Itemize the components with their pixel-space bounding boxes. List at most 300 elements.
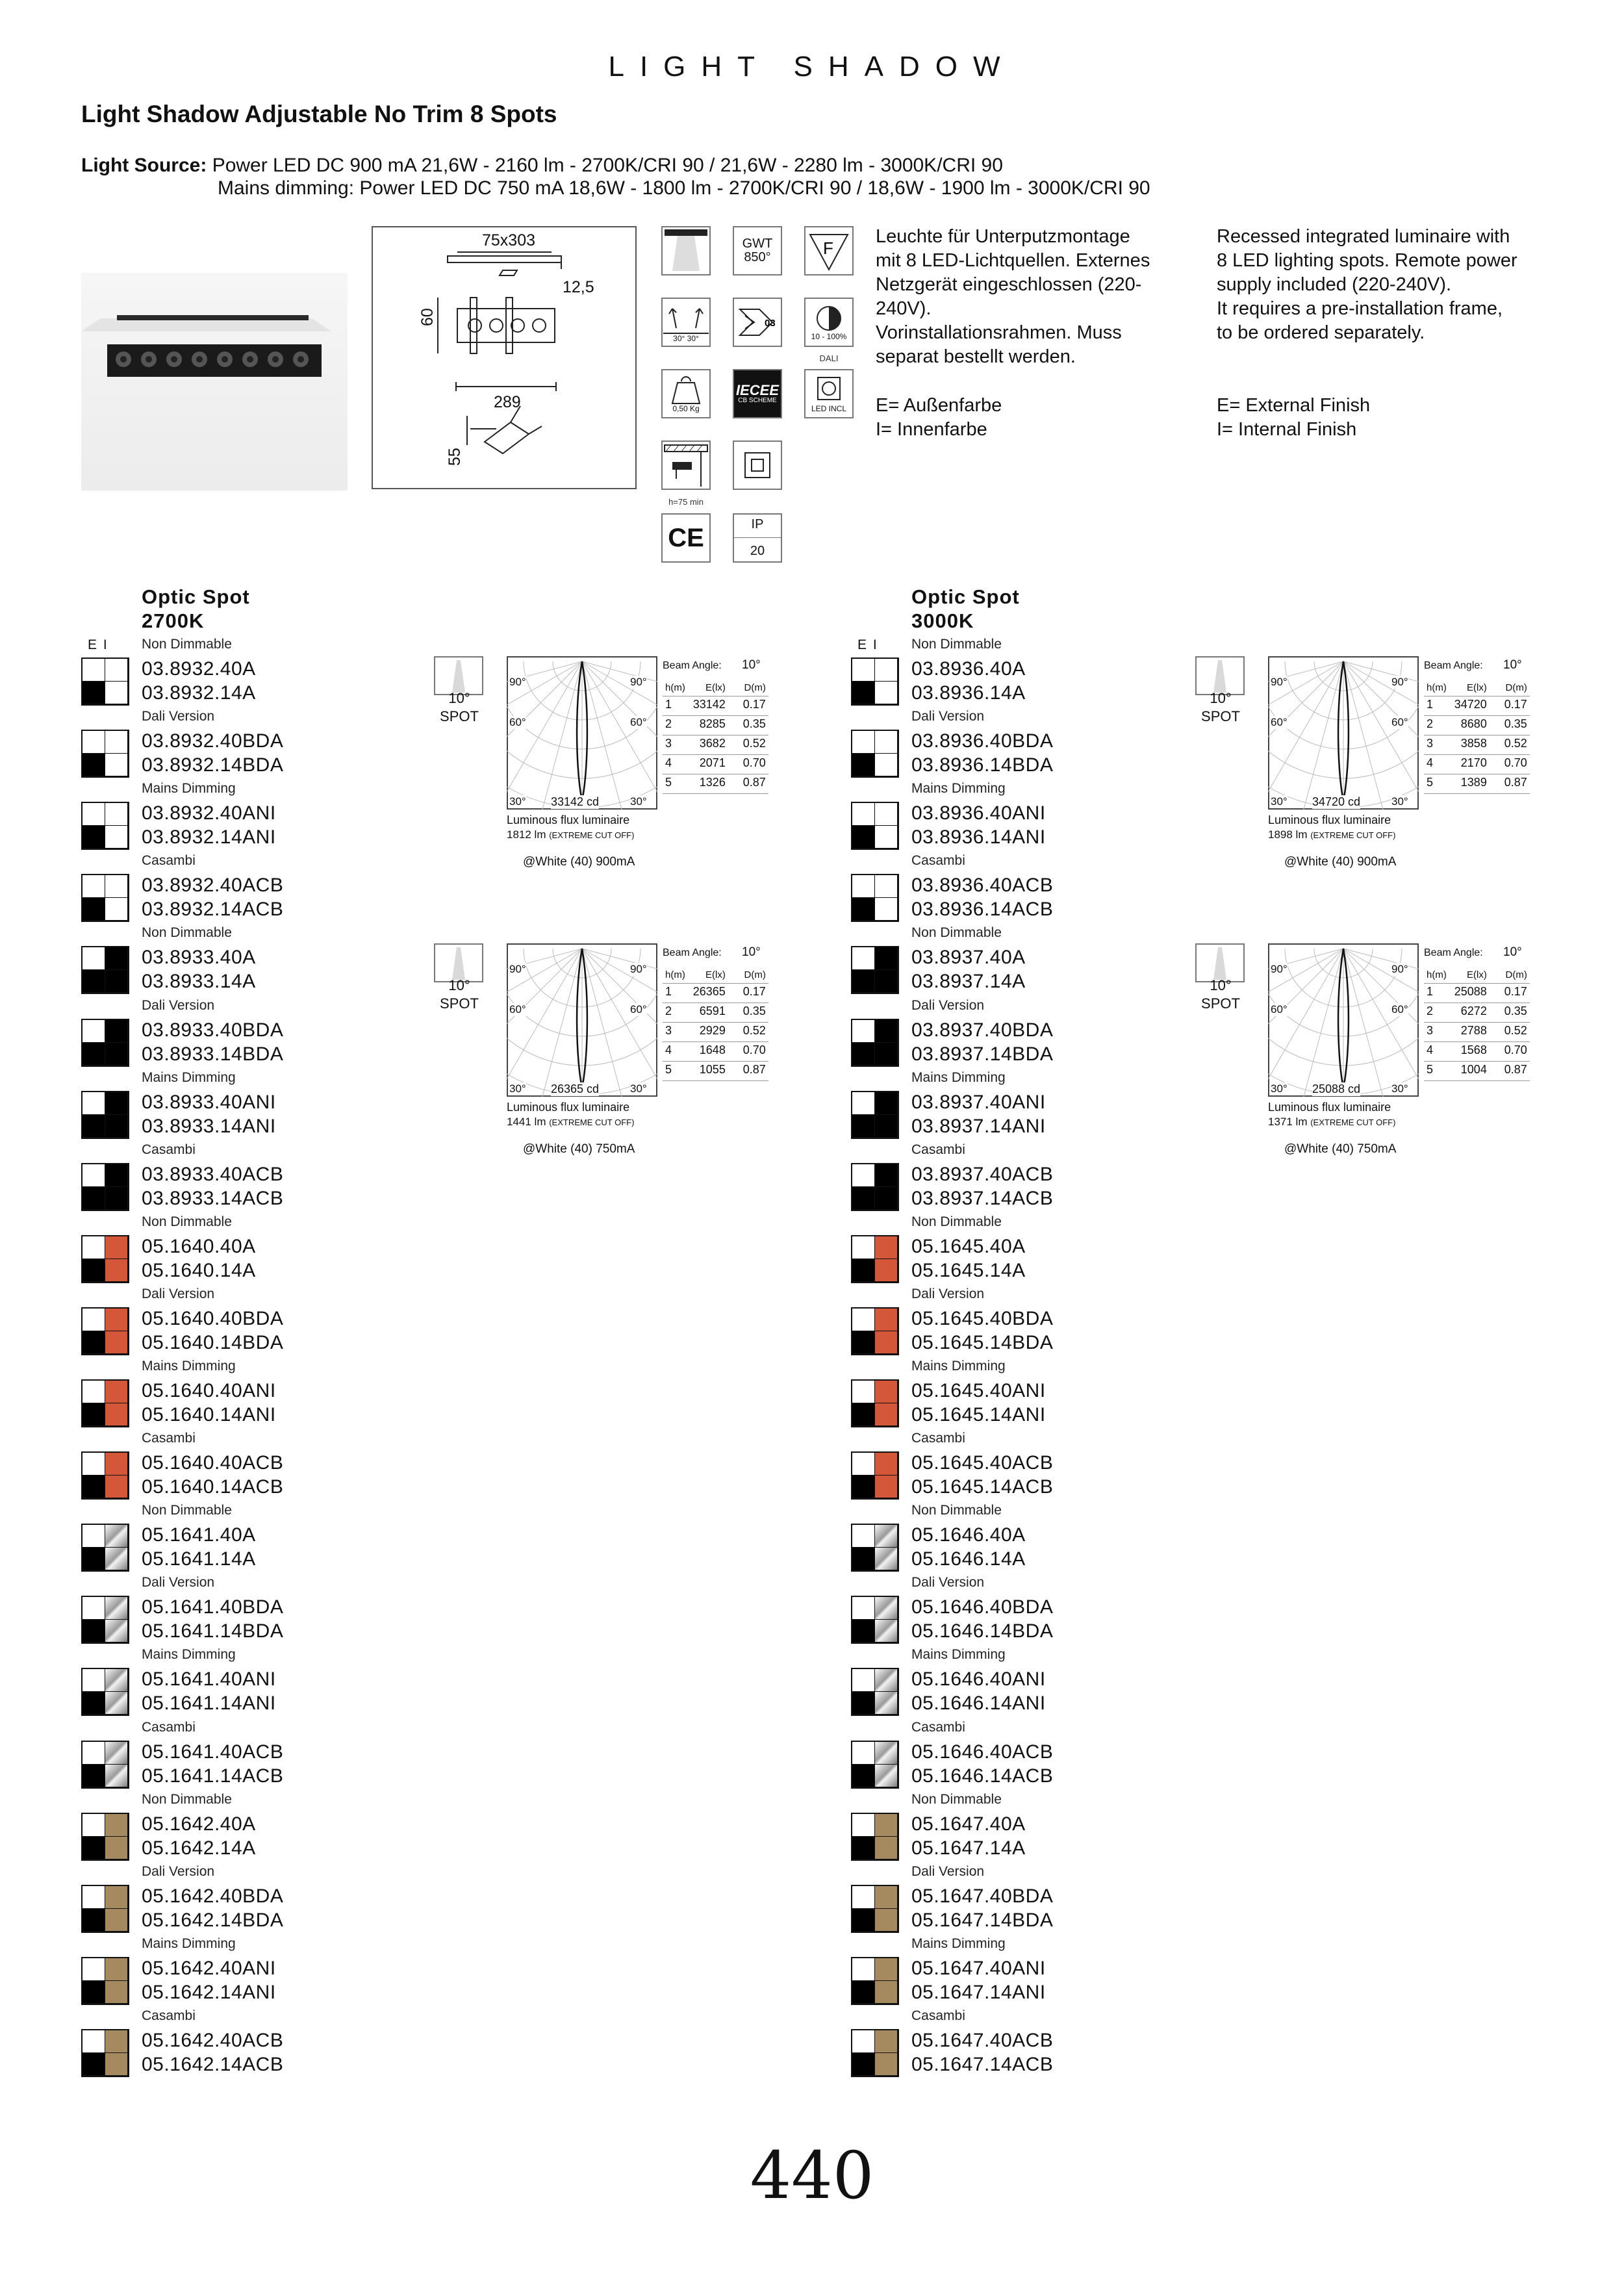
product-code[interactable]: 05.1640.40BDA xyxy=(142,1307,284,1329)
product-code[interactable]: 03.8936.14ANI xyxy=(911,826,1046,849)
internal-finish-cell xyxy=(875,1548,898,1570)
external-finish-cell xyxy=(82,1187,105,1210)
polar-peak-cd: 25088 cd xyxy=(1312,1082,1361,1095)
external-finish-cell xyxy=(852,1453,875,1476)
flux-value: 1812 lm xyxy=(507,828,546,841)
product-code[interactable]: 05.1641.40ANI xyxy=(142,1668,276,1691)
internal-finish-cell xyxy=(875,1597,898,1620)
internal-finish-cell xyxy=(875,2030,898,2053)
internal-finish-cell xyxy=(875,1837,898,1859)
internal-finish-cell xyxy=(105,803,128,826)
finish-legend-de-line: I= Innenfarbe xyxy=(876,419,987,440)
external-finish-cell xyxy=(82,970,105,993)
product-code[interactable]: 05.1645.14ANI xyxy=(911,1404,1046,1425)
flux-note: (EXTREME CUT OFF) xyxy=(549,1118,635,1127)
finish-swatch-black xyxy=(81,1019,129,1067)
external-finish-cell xyxy=(852,1164,875,1187)
description-en-line: supply included (220-240V). xyxy=(1217,274,1452,295)
product-photo xyxy=(81,273,348,491)
iecee-sub-label: CB SCHEME xyxy=(738,397,777,405)
flux-value-line xyxy=(1268,1116,1395,1129)
ik-icon xyxy=(733,298,782,347)
polar-peak-cd: 34720 cd xyxy=(1312,795,1361,808)
product-code[interactable]: 03.8937.40ACB xyxy=(911,1163,1054,1185)
product-code[interactable]: 05.1646.40ACB xyxy=(911,1741,1054,1763)
external-finish-cell xyxy=(852,1548,875,1570)
product-code[interactable]: 05.1647.14A xyxy=(911,1837,1026,1859)
external-finish-cell xyxy=(852,1837,875,1859)
illuminance-cell: 0.87 xyxy=(1490,774,1530,794)
internal-finish-cell xyxy=(875,1525,898,1548)
product-code[interactable]: 05.1645.40A xyxy=(911,1235,1026,1257)
weight-icon xyxy=(661,369,711,418)
product-code[interactable]: 03.8932.14A xyxy=(142,682,256,704)
product-title: Light Shadow Adjustable No Trim 8 Spots xyxy=(81,101,557,127)
product-code[interactable]: 05.1646.40BDA xyxy=(911,1596,1054,1618)
illuminance-cell: 0.17 xyxy=(728,984,768,1003)
external-finish-cell xyxy=(852,682,875,704)
product-code[interactable]: 03.8937.40A xyxy=(911,947,1026,969)
internal-finish-cell xyxy=(875,1187,898,1210)
measurement-condition: @White (40) 750mA xyxy=(523,1142,635,1156)
external-finish-cell xyxy=(82,1164,105,1187)
internal-finish-cell xyxy=(105,1837,128,1859)
product-code[interactable]: 05.1645.40BDA xyxy=(911,1307,1054,1329)
ip-value: 20 xyxy=(750,544,765,559)
external-finish-cell xyxy=(852,1814,875,1837)
product-code[interactable]: 05.1646.40ANI xyxy=(911,1668,1046,1691)
product-code[interactable]: 05.1646.14ACB xyxy=(911,1765,1054,1787)
internal-finish-cell xyxy=(105,1020,128,1043)
illuminance-table xyxy=(663,681,768,794)
product-code[interactable]: 03.8936.40ANI xyxy=(911,802,1046,824)
finish-legend-en-line: I= Internal Finish xyxy=(1217,419,1357,440)
product-code[interactable]: 05.1647.40ANI xyxy=(911,1957,1046,1979)
illuminance-header: h(m) xyxy=(663,681,688,696)
external-finish-cell xyxy=(852,826,875,849)
internal-finish-cell xyxy=(105,1597,128,1620)
measurement-condition: @White (40) 900mA xyxy=(523,855,635,869)
illuminance-cell: 4 xyxy=(663,755,688,774)
finish-swatch-chrome xyxy=(851,1596,899,1644)
illuminance-row xyxy=(663,1062,768,1081)
internal-finish-cell xyxy=(875,803,898,826)
illuminance-row xyxy=(663,696,768,716)
product-code[interactable]: 05.1647.14ANI xyxy=(911,1981,1046,2003)
illuminance-cell: 8680 xyxy=(1449,716,1490,735)
internal-finish-cell xyxy=(105,1692,128,1715)
product-code[interactable]: 03.8933.14ANI xyxy=(142,1115,276,1137)
optic-title-cct: 3000K xyxy=(911,609,974,632)
illuminance-cell: 5 xyxy=(663,774,688,794)
internal-finish-cell xyxy=(105,682,128,704)
product-code[interactable]: 03.8932.40BDA xyxy=(142,730,284,752)
product-code[interactable]: 05.1646.14A xyxy=(911,1548,1026,1570)
technical-drawing xyxy=(372,226,637,489)
product-code[interactable]: 05.1647.40A xyxy=(911,1813,1026,1835)
external-finish-cell xyxy=(852,731,875,754)
product-code[interactable]: 03.8933.40A xyxy=(142,947,256,969)
product-code[interactable]: 03.8936.14BDA xyxy=(911,754,1054,776)
internal-finish-cell xyxy=(875,682,898,704)
finish-swatch-black xyxy=(81,1091,129,1139)
product-code[interactable]: 03.8933.14BDA xyxy=(142,1043,284,1065)
drawing-width-label: 75x303 xyxy=(482,231,536,249)
external-finish-cell xyxy=(852,970,875,993)
illuminance-cell: 0.17 xyxy=(1490,696,1530,716)
product-code[interactable]: 05.1641.14BDA xyxy=(142,1620,284,1642)
light-source-line-1 xyxy=(81,155,1003,177)
product-code[interactable]: 05.1642.40BDA xyxy=(142,1885,284,1907)
internal-finish-cell xyxy=(875,1453,898,1476)
version-label: Non Dimmable xyxy=(142,1503,232,1518)
version-label: Casambi xyxy=(911,1431,965,1446)
internal-finish-cell xyxy=(105,1115,128,1138)
dimming-icon xyxy=(804,298,854,347)
internal-finish-cell xyxy=(105,1331,128,1354)
polar-angle-label: 90° xyxy=(1391,963,1408,975)
product-code[interactable]: 05.1647.14ACB xyxy=(911,2053,1054,2075)
version-label: Mains Dimming xyxy=(911,781,1006,797)
internal-finish-cell xyxy=(875,2053,898,2076)
polar-angle-label: 60° xyxy=(1391,1003,1408,1016)
product-code[interactable]: 05.1641.14ACB xyxy=(142,1765,284,1787)
product-code[interactable]: 05.1641.14A xyxy=(142,1548,256,1570)
internal-finish-cell xyxy=(105,1043,128,1066)
internal-finish-cell xyxy=(105,898,128,921)
internal-finish-cell xyxy=(105,731,128,754)
product-code[interactable]: 05.1640.40A xyxy=(142,1235,256,1257)
external-finish-cell xyxy=(852,1403,875,1426)
version-label: Non Dimmable xyxy=(911,1503,1002,1518)
version-label: Casambi xyxy=(142,1142,196,1157)
version-label: Casambi xyxy=(911,853,965,869)
illuminance-row xyxy=(663,735,768,755)
external-finish-cell xyxy=(852,1020,875,1043)
polar-peak-cd: 26365 cd xyxy=(551,1082,600,1095)
finish-swatch-copper xyxy=(81,1235,129,1283)
product-code[interactable]: 03.8936.40A xyxy=(911,658,1026,680)
external-finish-cell xyxy=(852,803,875,826)
product-code[interactable]: 05.1645.40ANI xyxy=(911,1380,1046,1401)
version-label: Mains Dimming xyxy=(911,1069,1006,1085)
internal-finish-cell xyxy=(105,1814,128,1837)
version-label: Casambi xyxy=(911,2008,965,2023)
product-code[interactable]: 03.8937.14A xyxy=(911,971,1026,993)
product-code[interactable]: 05.1647.40BDA xyxy=(911,1885,1054,1907)
version-label: Non Dimmable xyxy=(142,925,232,941)
product-code[interactable]: 03.8932.40ANI xyxy=(142,802,276,824)
spot-angle-label: 10° xyxy=(1210,690,1232,706)
beam-angle-label: Beam Angle: xyxy=(1424,660,1483,671)
polar-angle-label: 60° xyxy=(1391,716,1408,728)
product-code[interactable]: 03.8933.40BDA xyxy=(142,1019,284,1041)
illuminance-row xyxy=(1424,774,1530,794)
illuminance-table xyxy=(1424,681,1530,794)
finish-swatch-chrome xyxy=(851,1741,899,1789)
internal-finish-cell xyxy=(875,1669,898,1692)
illuminance-cell: 33142 xyxy=(688,696,728,716)
product-code[interactable]: 03.8936.14A xyxy=(911,682,1026,704)
illuminance-cell: 0.52 xyxy=(728,735,768,755)
flux-value: 1371 lm xyxy=(1268,1116,1308,1128)
illuminance-cell: 3858 xyxy=(1449,735,1490,755)
product-code[interactable]: 05.1642.14BDA xyxy=(142,1909,284,1931)
product-code[interactable]: 05.1642.14ANI xyxy=(142,1981,276,2003)
external-finish-cell xyxy=(852,1331,875,1354)
illuminance-cell: 3 xyxy=(1424,1023,1449,1042)
internal-finish-cell xyxy=(105,1259,128,1282)
product-code[interactable]: 03.8937.14BDA xyxy=(911,1043,1054,1065)
external-finish-cell xyxy=(852,1043,875,1066)
illuminance-cell: 1 xyxy=(1424,696,1449,716)
illuminance-cell: 0.52 xyxy=(1490,735,1530,755)
internal-finish-cell xyxy=(105,2053,128,2076)
internal-finish-cell xyxy=(105,659,128,682)
finish-swatch-black xyxy=(851,1019,899,1067)
internal-finish-cell xyxy=(105,1909,128,1932)
illuminance-row xyxy=(1424,1042,1530,1062)
illuminance-cell: 25088 xyxy=(1449,984,1490,1003)
internal-finish-cell xyxy=(875,1742,898,1765)
finish-swatch-chrome xyxy=(81,1524,129,1572)
illuminance-header: D(m) xyxy=(728,681,768,696)
illuminance-row xyxy=(1424,1023,1530,1042)
internal-finish-cell xyxy=(105,1164,128,1187)
external-finish-cell xyxy=(852,2030,875,2053)
product-code[interactable]: 03.8936.40BDA xyxy=(911,730,1054,752)
illuminance-cell: 2 xyxy=(1424,716,1449,735)
flux-title: Luminous flux luminaire xyxy=(1268,813,1391,826)
product-code[interactable]: 03.8932.14BDA xyxy=(142,754,284,776)
version-label: Non Dimmable xyxy=(142,1791,232,1807)
illuminance-header: E(lx) xyxy=(1449,681,1490,696)
version-label: Mains Dimming xyxy=(911,1647,1006,1663)
finish-swatch-chrome xyxy=(81,1741,129,1789)
product-code[interactable]: 05.1641.40BDA xyxy=(142,1596,284,1618)
product-code[interactable]: 05.1641.40A xyxy=(142,1524,256,1546)
illuminance-cell: 1 xyxy=(663,696,688,716)
internal-finish-cell xyxy=(875,1309,898,1331)
ip-rating-icon xyxy=(733,513,782,563)
version-label: Mains Dimming xyxy=(142,1069,236,1085)
illuminance-cell: 34720 xyxy=(1449,696,1490,716)
measurement-condition: @White (40) 900mA xyxy=(1284,855,1397,869)
gwt-icon xyxy=(733,226,782,275)
illuminance-cell: 2929 xyxy=(688,1023,728,1042)
product-code[interactable]: 05.1645.14BDA xyxy=(911,1331,1054,1353)
external-finish-cell xyxy=(852,2053,875,2076)
internal-finish-cell xyxy=(875,947,898,970)
internal-finish-cell xyxy=(875,1692,898,1715)
external-finish-cell xyxy=(852,754,875,776)
illuminance-row xyxy=(663,755,768,774)
product-code[interactable]: 05.1641.40ACB xyxy=(142,1741,284,1763)
illuminance-cell: 2071 xyxy=(688,755,728,774)
product-code[interactable]: 05.1647.14BDA xyxy=(911,1909,1054,1931)
version-label: Casambi xyxy=(142,2008,196,2023)
internal-finish-cell xyxy=(875,1476,898,1498)
beam-angle-value: 10° xyxy=(742,945,761,959)
illuminance-cell: 2788 xyxy=(1449,1023,1490,1042)
product-code[interactable]: 05.1640.14ANI xyxy=(142,1404,276,1425)
internal-finish-cell xyxy=(105,1309,128,1331)
illuminance-row xyxy=(1424,1003,1530,1023)
product-code[interactable]: 03.8936.14ACB xyxy=(911,899,1054,921)
product-code[interactable]: 03.8933.14ACB xyxy=(142,1187,284,1209)
spot-optic-icon xyxy=(1195,943,1245,982)
product-code[interactable]: 03.8937.14ANI xyxy=(911,1115,1046,1137)
product-code[interactable]: 03.8932.40A xyxy=(142,658,256,680)
illuminance-row xyxy=(1424,716,1530,735)
finish-legend-de-line: E= Außenfarbe xyxy=(876,395,1002,416)
product-code[interactable]: 05.1640.14A xyxy=(142,1259,256,1281)
external-finish-cell xyxy=(852,1742,875,1765)
product-code[interactable]: 05.1640.14BDA xyxy=(142,1331,284,1353)
description-en xyxy=(1217,225,1554,345)
external-finish-cell xyxy=(852,1981,875,2004)
flux-title: Luminous flux luminaire xyxy=(507,813,630,826)
illuminance-cell: 1004 xyxy=(1449,1062,1490,1081)
internal-finish-cell xyxy=(105,1453,128,1476)
illuminance-cell: 0.35 xyxy=(1490,1003,1530,1023)
external-finish-cell xyxy=(852,1092,875,1115)
external-finish-cell xyxy=(852,1909,875,1932)
external-finish-cell xyxy=(82,1742,105,1765)
illuminance-row xyxy=(1424,696,1530,716)
product-code[interactable]: 05.1646.40A xyxy=(911,1524,1026,1546)
version-label: Dali Version xyxy=(911,709,985,724)
illuminance-row xyxy=(663,984,768,1003)
internal-finish-cell xyxy=(875,1331,898,1354)
external-finish-cell xyxy=(82,659,105,682)
beam-angle-value: 10° xyxy=(1503,658,1522,672)
illuminance-cell: 0.52 xyxy=(1490,1023,1530,1042)
product-code[interactable]: 03.8933.14A xyxy=(142,971,256,993)
product-code[interactable]: 03.8937.40BDA xyxy=(911,1019,1054,1041)
finish-swatch-white xyxy=(851,874,899,922)
illuminance-row xyxy=(663,1042,768,1062)
external-finish-cell xyxy=(852,1115,875,1138)
internal-finish-cell xyxy=(875,1381,898,1403)
tilt-icon xyxy=(661,298,711,347)
product-code[interactable]: 05.1642.14ACB xyxy=(142,2053,284,2075)
finish-swatch-gold xyxy=(81,1957,129,2005)
internal-finish-cell xyxy=(105,1620,128,1642)
product-code[interactable]: 05.1645.40ACB xyxy=(911,1452,1054,1474)
product-code[interactable]: 03.8937.14ACB xyxy=(911,1187,1054,1209)
illuminance-table xyxy=(1424,968,1530,1081)
product-code[interactable]: 05.1640.40ACB xyxy=(142,1452,284,1474)
product-code[interactable]: 05.1646.14ANI xyxy=(911,1693,1046,1715)
product-code[interactable]: 05.1640.14ACB xyxy=(142,1476,284,1498)
tilt-label: 30° 30° xyxy=(673,333,699,343)
product-code[interactable]: 05.1647.40ACB xyxy=(911,2029,1054,2051)
ip-label: IP xyxy=(751,517,764,531)
recessed-spot-icon xyxy=(661,226,711,275)
illuminance-row xyxy=(1424,755,1530,774)
finish-swatch-gold xyxy=(851,1957,899,2005)
illuminance-row xyxy=(663,774,768,794)
finish-swatch-gold xyxy=(81,1885,129,1933)
external-finish-cell xyxy=(852,1692,875,1715)
external-finish-cell xyxy=(852,659,875,682)
polar-angle-label: 90° xyxy=(509,676,526,688)
illuminance-cell: 3 xyxy=(1424,735,1449,755)
external-finish-cell xyxy=(82,826,105,849)
external-finish-cell xyxy=(82,803,105,826)
finish-swatch-black xyxy=(81,946,129,994)
internal-finish-cell xyxy=(875,1620,898,1642)
finish-swatch-copper xyxy=(851,1235,899,1283)
internal-finish-cell xyxy=(875,754,898,776)
product-code[interactable]: 03.8932.14ANI xyxy=(142,826,276,849)
product-code[interactable]: 05.1642.40A xyxy=(142,1813,256,1835)
external-finish-cell xyxy=(82,1525,105,1548)
product-code[interactable]: 03.8936.40ACB xyxy=(911,875,1054,897)
product-code[interactable]: 03.8933.40ACB xyxy=(142,1163,284,1185)
product-code[interactable]: 05.1645.14A xyxy=(911,1259,1026,1281)
illuminance-header: E(lx) xyxy=(688,681,728,696)
product-code[interactable]: 05.1642.14A xyxy=(142,1837,256,1859)
description-de-line: mit 8 LED-Lichtquellen. Externes xyxy=(876,250,1150,271)
illuminance-row xyxy=(663,1003,768,1023)
description-en-line: 8 LED lighting spots. Remote power xyxy=(1217,250,1517,271)
internal-finish-cell xyxy=(105,1403,128,1426)
gwt-temp-label: 850° xyxy=(744,250,771,264)
product-code[interactable]: 05.1642.40ACB xyxy=(142,2029,284,2051)
description-de-line: Leuchte für Unterputzmontage xyxy=(876,226,1130,247)
product-code[interactable]: 03.8932.14ACB xyxy=(142,899,284,921)
product-code[interactable]: 05.1640.40ANI xyxy=(142,1380,276,1401)
external-finish-cell xyxy=(852,1958,875,1981)
product-code[interactable]: 05.1642.40ANI xyxy=(142,1957,276,1979)
version-label: Mains Dimming xyxy=(142,1647,236,1663)
internal-finish-cell xyxy=(105,1236,128,1259)
external-finish-cell xyxy=(82,898,105,921)
illuminance-row xyxy=(1424,735,1530,755)
optic-title: Optic Spot xyxy=(911,585,1020,608)
flux-value: 1441 lm xyxy=(507,1116,546,1128)
dim-range-label: 10 - 100% xyxy=(811,331,847,341)
version-label: Non Dimmable xyxy=(911,1214,1002,1229)
beam-angle-label: Beam Angle: xyxy=(1424,947,1483,958)
product-code[interactable]: 03.8933.40ANI xyxy=(142,1091,276,1113)
product-code[interactable]: 05.1645.14ACB xyxy=(911,1476,1054,1498)
illuminance-header-row xyxy=(663,968,768,984)
external-finish-cell xyxy=(82,1453,105,1476)
product-code[interactable]: 03.8932.40ACB xyxy=(142,875,284,897)
finish-swatch-copper xyxy=(81,1307,129,1355)
product-code[interactable]: 03.8937.40ANI xyxy=(911,1091,1046,1113)
product-code[interactable]: 05.1646.14BDA xyxy=(911,1620,1054,1642)
version-label: Dali Version xyxy=(142,997,215,1013)
version-label: Dali Version xyxy=(142,1286,215,1301)
illuminance-cell: 0.17 xyxy=(1490,984,1530,1003)
flux-note: (EXTREME CUT OFF) xyxy=(1310,830,1396,840)
illuminance-cell: 3 xyxy=(663,735,688,755)
polar-angle-label: 60° xyxy=(1271,1003,1288,1016)
measurement-condition: @White (40) 750mA xyxy=(1284,1142,1397,1156)
beam-angle-value: 10° xyxy=(1503,945,1522,959)
illuminance-row xyxy=(663,1023,768,1042)
external-finish-cell xyxy=(82,875,105,898)
product-code[interactable]: 05.1641.14ANI xyxy=(142,1693,276,1715)
illuminance-header: h(m) xyxy=(663,968,688,984)
ik-value: 03 xyxy=(765,318,776,329)
finish-swatch-copper xyxy=(851,1451,899,1500)
external-finish-cell xyxy=(852,1525,875,1548)
